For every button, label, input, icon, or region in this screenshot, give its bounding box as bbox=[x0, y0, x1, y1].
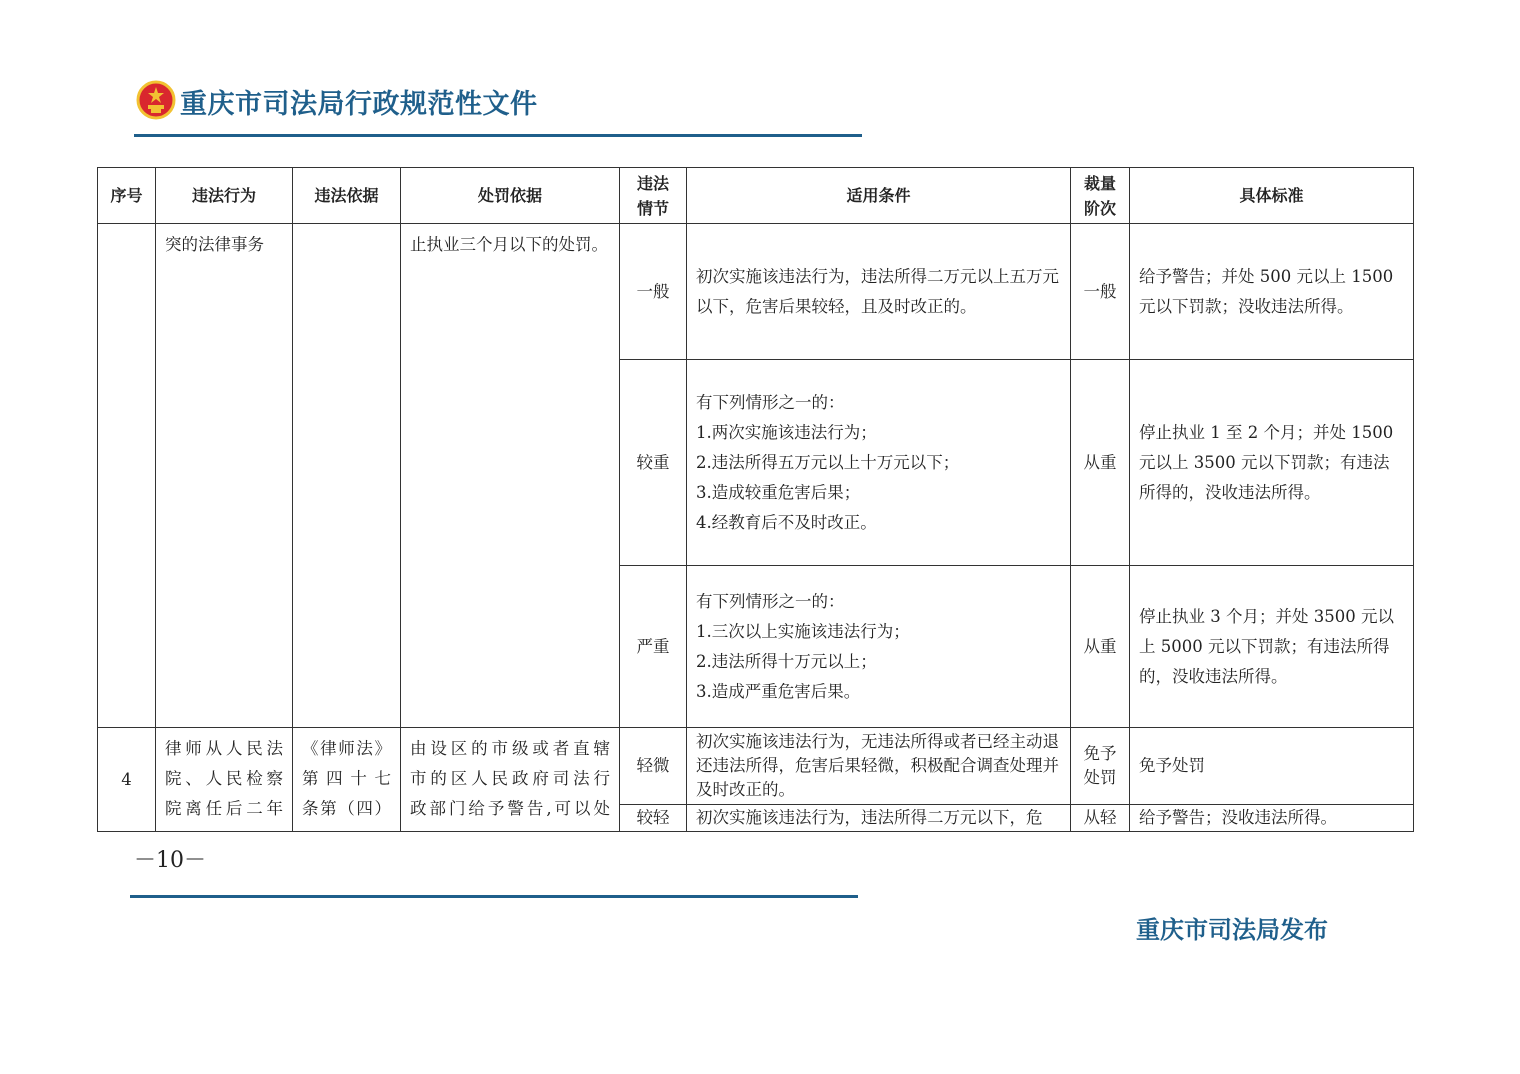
cell-circumstance: 一般 bbox=[620, 224, 687, 360]
document-series-title: 重庆市司法局行政规范性文件 bbox=[180, 89, 538, 120]
header-standard: 具体标准 bbox=[1130, 168, 1414, 224]
cell-discretion: 免予 处罚 bbox=[1071, 728, 1130, 805]
cell-discretion: 从重 bbox=[1071, 566, 1130, 728]
cell-legal-basis: 《律师法》 第四十七 条第（四） bbox=[293, 728, 401, 832]
cell-standard: 给予警告；并处 500 元以上 1500 元以下罚款；没收违法所得。 bbox=[1130, 224, 1414, 360]
header-index: 序号 bbox=[98, 168, 156, 224]
cell-circumstance: 较轻 bbox=[620, 805, 687, 832]
cell-penalty-basis: 止执业三个月以下的处罚。 bbox=[401, 224, 620, 728]
cell-legal-basis bbox=[293, 224, 401, 728]
cell-discretion: 一般 bbox=[1071, 224, 1130, 360]
cell-standard: 停止执业 3 个月；并处 3500 元以上 5000 元以下罚款；有违法所得的，没收违法所得。 bbox=[1130, 566, 1414, 728]
cell-discretion: 从重 bbox=[1071, 360, 1130, 566]
cell-circumstance: 较重 bbox=[620, 360, 687, 566]
cell-conditions: 初次实施该违法行为，无违法所得或者已经主动退还违法所得，危害后果轻微，积极配合调查处理并及时改正的。 bbox=[687, 728, 1071, 805]
header-violation: 违法行为 bbox=[156, 168, 293, 224]
cell-penalty-basis: 由设区的市级或者直辖 市的区人民政府司法行 政部门给予警告,可以处 bbox=[401, 728, 620, 832]
cell-index bbox=[98, 224, 156, 728]
cell-circumstance: 轻微 bbox=[620, 728, 687, 805]
cell-circumstance: 严重 bbox=[620, 566, 687, 728]
table-row bbox=[98, 224, 1414, 360]
cell-violation: 突的法律事务 bbox=[156, 224, 293, 728]
cell-violation: 律师从人民法 院、人民检察 院离任后二年 bbox=[156, 728, 293, 832]
table-row bbox=[98, 728, 1414, 805]
penalty-standard-table bbox=[97, 167, 1414, 832]
cell-standard: 免予处罚 bbox=[1130, 728, 1414, 805]
cell-discretion: 从轻 bbox=[1071, 805, 1130, 832]
header-rule bbox=[134, 134, 862, 137]
table-header-row bbox=[98, 168, 1414, 224]
footer-rule bbox=[130, 895, 858, 898]
cell-conditions: 初次实施该违法行为，违法所得二万元以下，危 bbox=[687, 805, 1071, 832]
cell-standard: 停止执业 1 至 2 个月；并处 1500 元以上 3500 元以下罚款；有违法所得的，没收违法所得。 bbox=[1130, 360, 1414, 566]
header-circumstance: 违法 情节 bbox=[620, 168, 687, 224]
national-emblem-icon bbox=[136, 80, 176, 120]
header-legal-basis: 违法依据 bbox=[293, 168, 401, 224]
cell-conditions: 有下列情形之一的： 1.两次实施该违法行为； 2.违法所得五万元以上十万元以下； 3.造成较重危害后果； 4.经教育后不及时改正。 bbox=[687, 360, 1071, 566]
header-penalty-basis: 处罚依据 bbox=[401, 168, 620, 224]
cell-conditions: 有下列情形之一的： 1.三次以上实施该违法行为； 2.违法所得十万元以上； 3.造成严重危害后果。 bbox=[687, 566, 1071, 728]
page-number: －10－ bbox=[134, 848, 206, 873]
cell-standard: 给予警告；没收违法所得。 bbox=[1130, 805, 1414, 832]
cell-conditions: 初次实施该违法行为，违法所得二万元以上五万元以下，危害后果较轻，且及时改正的。 bbox=[687, 224, 1071, 360]
cell-index: 4 bbox=[98, 728, 156, 832]
header-conditions: 适用条件 bbox=[687, 168, 1071, 224]
publisher-label: 重庆市司法局发布 bbox=[1136, 916, 1328, 944]
header-discretion: 裁量 阶次 bbox=[1071, 168, 1130, 224]
